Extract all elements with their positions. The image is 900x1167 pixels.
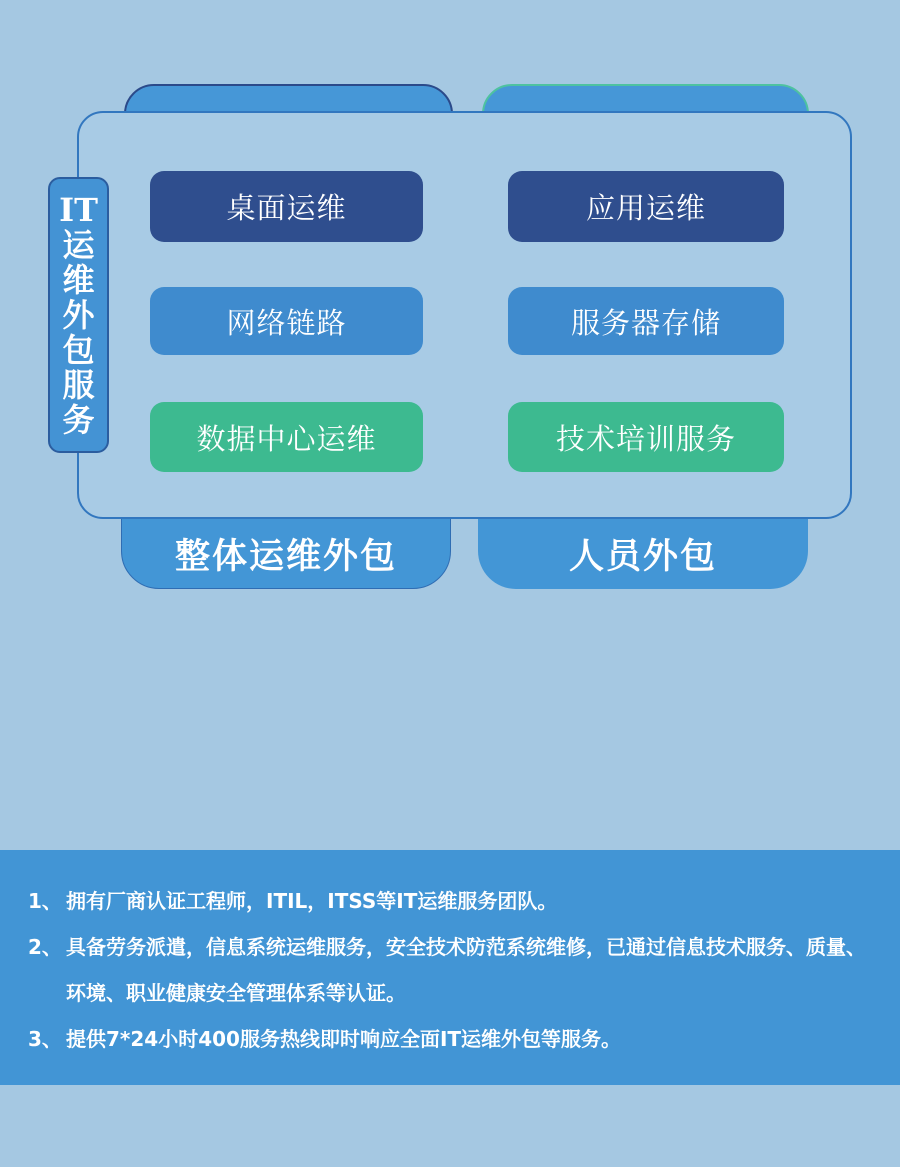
note-item-2-continued — [28, 980, 890, 1006]
service-button-server-storage[interactable] — [508, 287, 784, 355]
service-button-desktop-ops[interactable] — [150, 171, 423, 242]
side-tab-char: IT — [59, 190, 98, 229]
note-item-1 — [28, 888, 890, 914]
service-button-application-ops[interactable] — [508, 171, 784, 242]
note-number: 1、 — [28, 889, 62, 913]
note-text: 提供7*24小时400服务热线即时响应全面IT运维外包等服务。 — [66, 1027, 622, 1051]
service-button-label: 数据中心运维 — [196, 421, 377, 456]
side-tab-char: 包 — [62, 330, 95, 369]
notes-strip — [0, 850, 900, 1085]
note-number: 2、 — [28, 935, 62, 959]
side-tab-title — [48, 177, 109, 453]
service-button-label: 桌面运维 — [226, 191, 347, 225]
note-text: 环境、职业健康安全管理体系等认证。 — [66, 981, 406, 1005]
service-button-label: 服务器存储 — [570, 305, 721, 340]
note-text: 拥有厂商认证工程师，ITIL，ITSS等IT运维服务团队。 — [66, 889, 558, 913]
note-number: 3、 — [28, 1027, 62, 1051]
note-text: 具备劳务派遣，信息系统运维服务，安全技术防范系统维修，已通过信息技术服务、质量、 — [66, 935, 866, 959]
note-item-3 — [28, 1026, 890, 1052]
side-tab-char: 服 — [62, 365, 95, 404]
note-number — [28, 980, 66, 1006]
service-button-label: 应用运维 — [585, 191, 706, 225]
side-tab-char: 务 — [62, 400, 95, 439]
side-tab-char: 维 — [62, 260, 95, 299]
service-button-datacenter-ops[interactable] — [150, 402, 423, 472]
service-button-label: 技术培训服务 — [555, 421, 736, 456]
bottom-tab-label: 人员外包 — [568, 535, 717, 577]
service-button-tech-training[interactable] — [508, 402, 784, 472]
bottom-tab-label: 整体运维外包 — [174, 535, 397, 577]
side-tab-char: 外 — [62, 295, 95, 334]
service-button-label: 网络链路 — [226, 305, 347, 340]
service-button-network-links[interactable] — [150, 287, 423, 355]
note-item-2 — [28, 934, 890, 960]
side-tab-char: 运 — [62, 225, 95, 264]
